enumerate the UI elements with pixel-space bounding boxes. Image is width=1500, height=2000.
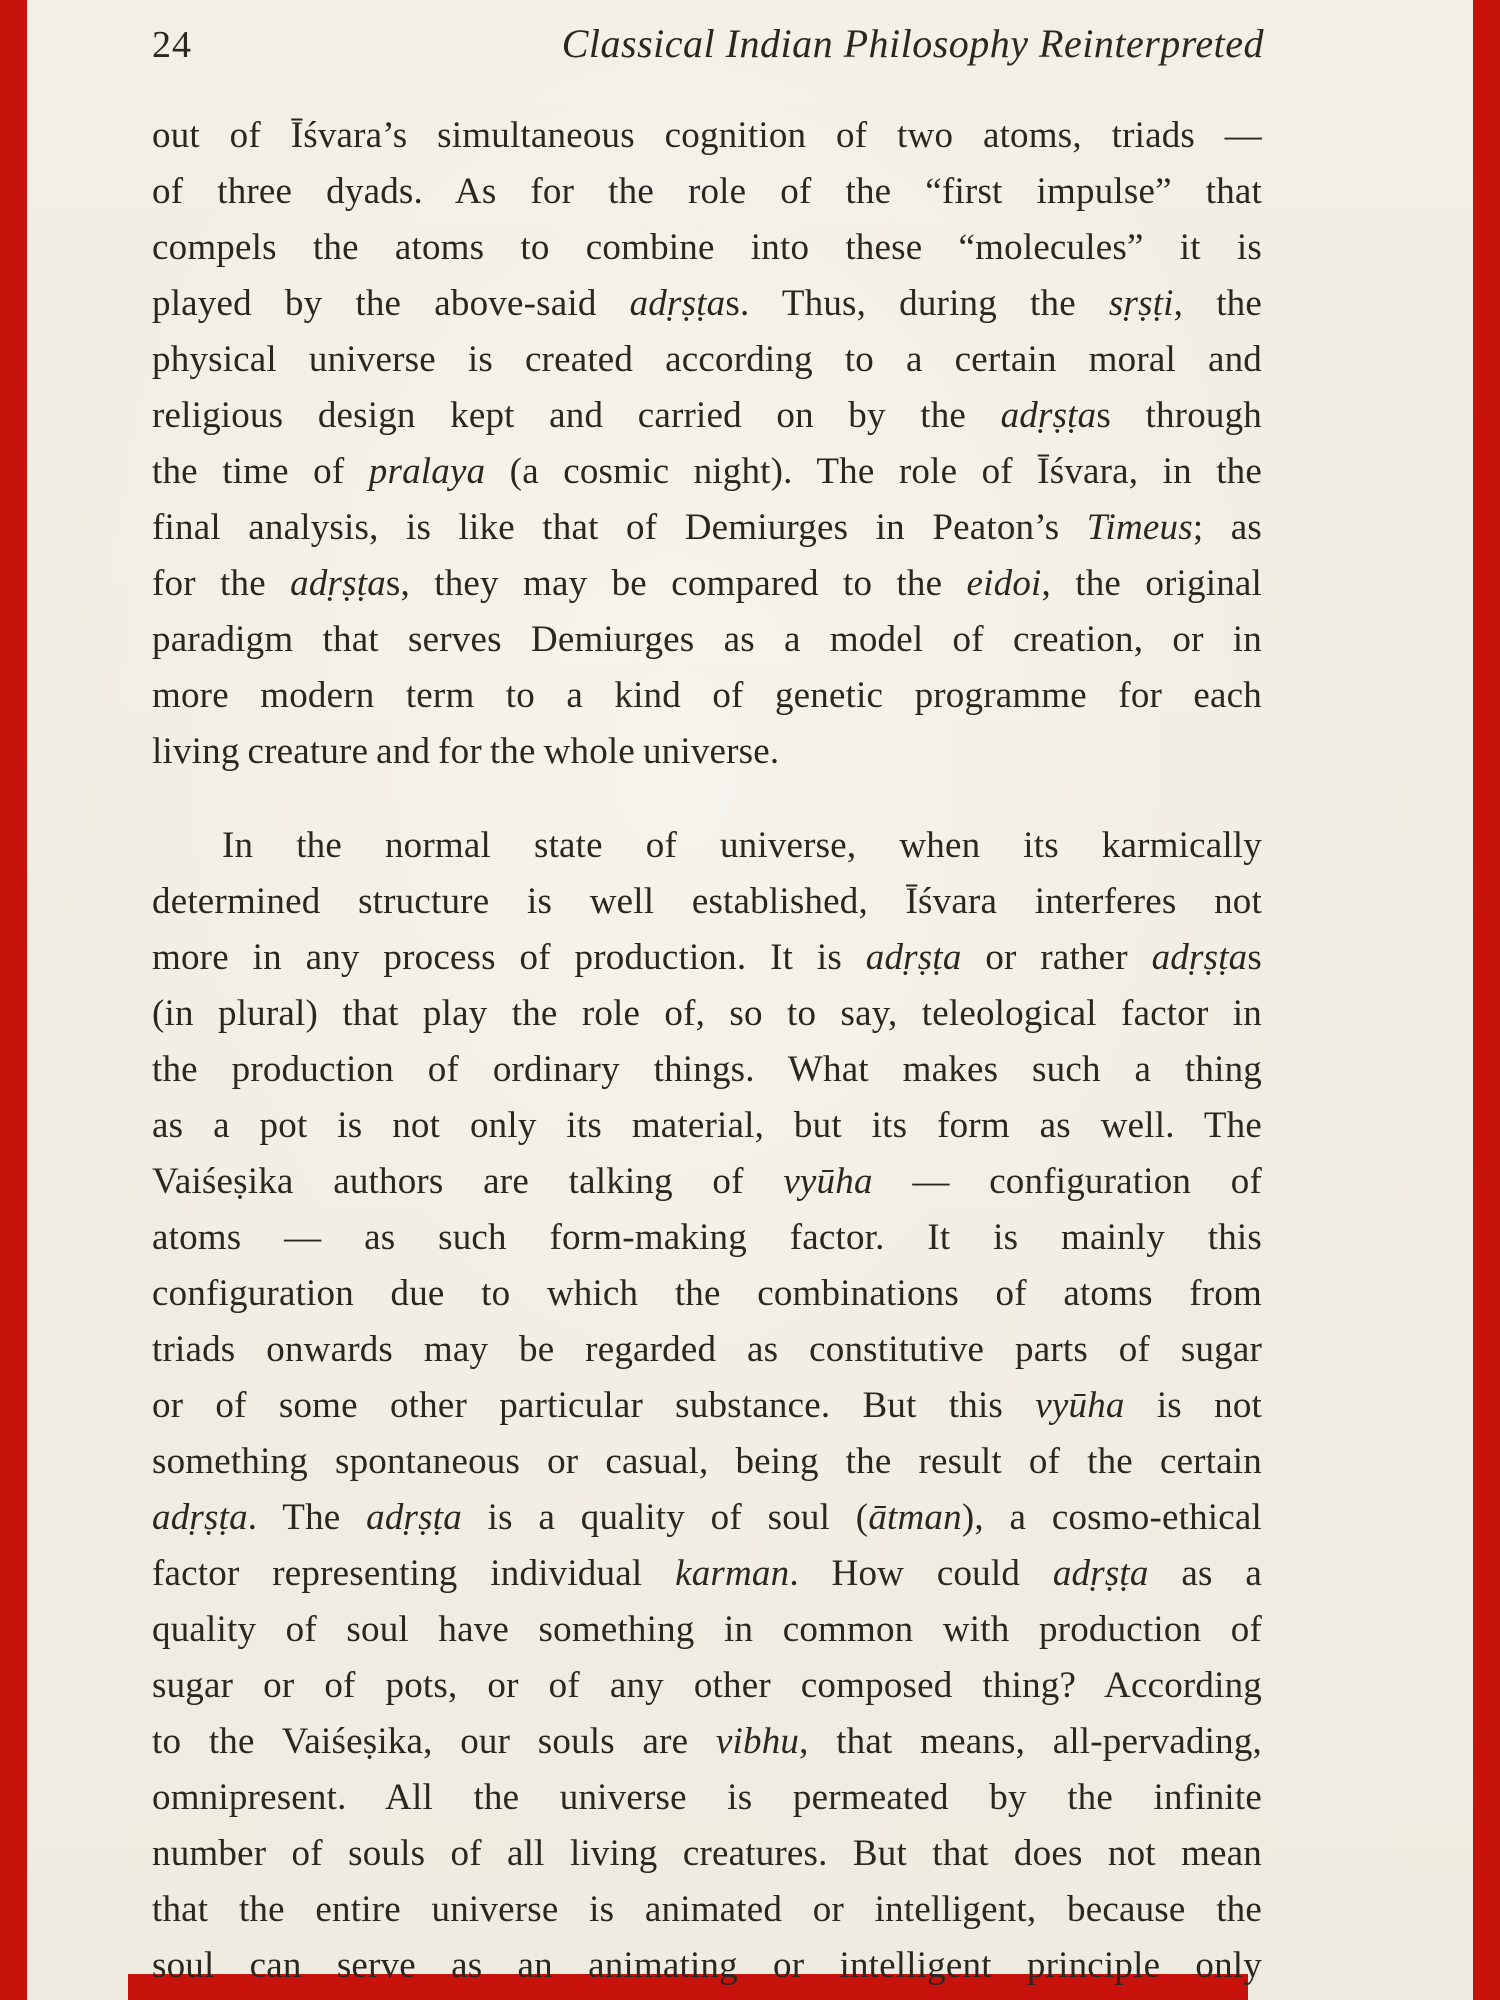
text-line (152, 818, 1262, 874)
text-line (152, 1938, 1262, 1994)
text-run: atoms — as such form-making factor. It is mainly this (152, 1217, 1262, 1258)
text-line (152, 930, 1262, 986)
text-line (152, 556, 1262, 612)
running-head-title: Classical Indian Philosophy Reinterpreted (561, 21, 1264, 66)
italic-term: karman (675, 1553, 790, 1594)
scan-red-border-right (1473, 0, 1500, 2000)
italic-term: vyūha (1035, 1385, 1125, 1426)
text-run: s through (1096, 395, 1262, 436)
text-line (152, 1826, 1262, 1882)
text-run: is not (1124, 1385, 1262, 1426)
text-line (152, 1322, 1262, 1378)
text-run: Vaiśeṣika authors are talking of (152, 1161, 784, 1202)
text-line (152, 220, 1262, 276)
text-run: , the original (1041, 563, 1262, 604)
text-run: out of Īśvara’s simultaneous cognition of two atoms, triads — (152, 115, 1262, 156)
text-line (152, 332, 1262, 388)
text-run: as a pot is not only its material, but its form as well. The (152, 1105, 1262, 1146)
text-run: is a quality of soul ( (461, 1497, 869, 1538)
italic-term: Timeus (1086, 507, 1193, 548)
text-line (152, 668, 1262, 724)
text-run: ; as (1192, 507, 1262, 548)
text-line (152, 1602, 1262, 1658)
text-run: the production of ordinary things. What makes such a thing (152, 1049, 1262, 1090)
text-run: s. Thus, during the (725, 283, 1109, 324)
text-run: — configuration of (872, 1161, 1262, 1202)
text-run: . How could (789, 1553, 1053, 1594)
page-header (152, 20, 1264, 67)
italic-term: adṛṣṭa (1000, 395, 1097, 436)
text-run: sugar or of pots, or of any other composed thing? According (152, 1665, 1262, 1706)
text-run: paradigm that serves Demiurges as a model of creation, or in (152, 619, 1262, 660)
text-line (152, 1490, 1262, 1546)
text-run: for the (152, 563, 291, 604)
text-line (152, 874, 1262, 930)
text-run: as a (1148, 1553, 1262, 1594)
italic-term: pralaya (368, 451, 486, 492)
text-line (152, 276, 1262, 332)
text-run: played by the above-said (152, 283, 630, 324)
text-run: , that means, all-pervading, (799, 1721, 1263, 1762)
text-line (152, 1042, 1262, 1098)
text-run: factor representing individual (152, 1553, 676, 1594)
text-line (152, 1378, 1262, 1434)
italic-term: ātman (868, 1497, 962, 1538)
text-run: quality of soul have something in common with production of (152, 1609, 1262, 1650)
text-line (152, 1210, 1262, 1266)
text-run: s, they may be compared to the (385, 563, 967, 604)
text-run: that the entire universe is animated or intelligent, because the (152, 1889, 1262, 1930)
text-run: configuration due to which the combinations of atoms from (152, 1273, 1262, 1314)
text-line (152, 1882, 1262, 1938)
text-line (152, 1098, 1262, 1154)
text-run: determined structure is well established, Īśvara interferes not (152, 881, 1262, 922)
text-run: (a cosmic night). The role of Īśvara, in the (485, 451, 1262, 492)
italic-term: adṛṣṭa (152, 1497, 248, 1538)
text-run: to the Vaiśeṣika, our souls are (152, 1721, 716, 1762)
paragraph (152, 108, 1262, 780)
text-run: or rather (961, 937, 1152, 978)
text-run: soul can serve as an animating or intelligent principle only (152, 1945, 1262, 1986)
text-line (152, 388, 1262, 444)
italic-term: adṛṣṭa (366, 1497, 462, 1538)
text-line (152, 1154, 1262, 1210)
text-run: final analysis, is like that of Demiurges in Peaton’s (152, 507, 1087, 548)
text-run: s (1247, 937, 1262, 978)
text-line (152, 612, 1262, 668)
paragraph (152, 818, 1262, 1994)
text-run: ), a cosmo-ethical (961, 1497, 1262, 1538)
text-run: . The (247, 1497, 367, 1538)
italic-term: adṛṣṭa (1151, 937, 1248, 978)
italic-term: sṛṣṭi (1108, 283, 1174, 324)
text-run: the time of (152, 451, 369, 492)
text-run: triads onwards may be regarded as constitutive parts of sugar (152, 1329, 1262, 1370)
text-line (152, 1714, 1262, 1770)
page-number: 24 (152, 24, 192, 66)
text-line (152, 1434, 1262, 1490)
italic-term: adṛṣṭa (865, 937, 962, 978)
text-run: more in any process of production. It is (152, 937, 866, 978)
italic-term: eidoi (966, 563, 1042, 604)
italic-term: adṛṣṭa (290, 563, 386, 604)
text-line (152, 1658, 1262, 1714)
text-line (152, 986, 1262, 1042)
italic-term: adṛṣṭa (1052, 1553, 1149, 1594)
text-run: living creature and for the whole universe. (152, 731, 780, 772)
text-run: or of some other particular substance. But this (152, 1385, 1036, 1426)
text-run: of three dyads. As for the role of the “first impulse” that (152, 171, 1262, 212)
italic-term: vyūha (783, 1161, 873, 1202)
text-line (152, 1770, 1262, 1826)
text-run: physical universe is created according to a certain moral and (152, 339, 1262, 380)
text-run: number of souls of all living creatures. But that does not mean (152, 1833, 1262, 1874)
text-line (152, 444, 1262, 500)
text-line (152, 724, 1262, 780)
italic-term: vibhu (715, 1721, 800, 1762)
text-run: In the normal state of universe, when its karmically (222, 825, 1262, 866)
text-run: , the (1173, 283, 1262, 324)
text-line (152, 108, 1262, 164)
scan-red-border-left (0, 0, 27, 2000)
text-run: religious design kept and carried on by the (152, 395, 1001, 436)
text-run: something spontaneous or casual, being the result of the certain (152, 1441, 1262, 1482)
text-line (152, 1266, 1262, 1322)
text-line (152, 1546, 1262, 1602)
italic-term: adṛṣṭa (629, 283, 726, 324)
text-run: (in plural) that play the role of, so to say, teleological factor in (152, 993, 1262, 1034)
body-text (152, 108, 1262, 1994)
text-run: omnipresent. All the universe is permeated by the infinite (152, 1777, 1262, 1818)
text-line (152, 164, 1262, 220)
text-run: more modern term to a kind of genetic programme for each (152, 675, 1262, 716)
text-run: compels the atoms to combine into these “molecules” it is (152, 227, 1262, 268)
text-line (152, 500, 1262, 556)
